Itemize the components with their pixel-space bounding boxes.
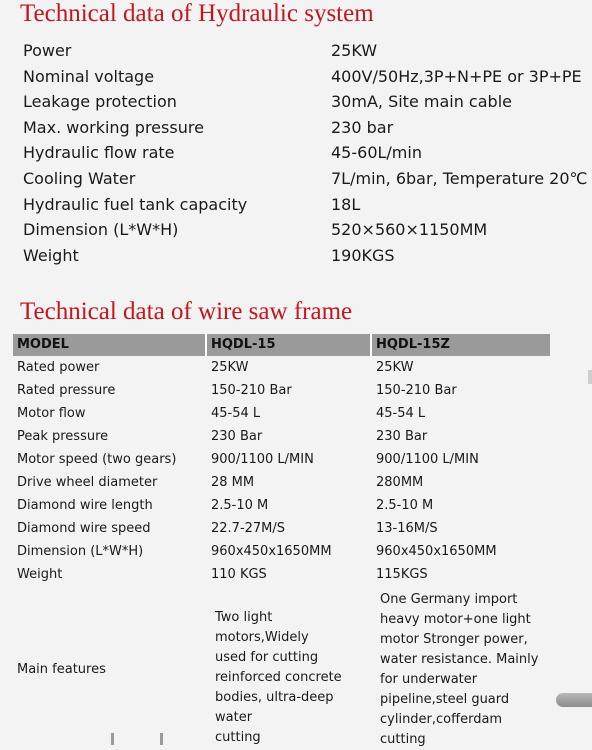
cell-hqdl-15: 150-210 Bar bbox=[211, 383, 292, 398]
spec-value: 18L bbox=[331, 194, 361, 214]
table-row bbox=[13, 402, 550, 425]
spec-value: 190KGS bbox=[331, 245, 395, 265]
spec-value: 230 bar bbox=[331, 117, 394, 137]
cell-hqdl-15: 45-54 L bbox=[211, 406, 261, 421]
feature-line: used for cutting bbox=[215, 650, 319, 665]
cell-hqdl-15z: 900/1100 L/MIN bbox=[376, 452, 479, 467]
spec-label: Max. working pressure bbox=[23, 117, 204, 137]
feature-line: for underwater bbox=[380, 672, 478, 687]
machine-pin-image bbox=[111, 733, 114, 745]
spec-value: 25KW bbox=[331, 41, 378, 60]
feature-line: reinforced concrete bbox=[215, 670, 342, 685]
row-label: Rated pressure bbox=[17, 383, 116, 398]
cell-hqdl-15: 230 Bar bbox=[211, 429, 263, 444]
spec-row-voltage bbox=[23, 64, 592, 90]
feature-line: cylinder,cofferdam cutting bbox=[380, 712, 503, 747]
row-label: Rated power bbox=[17, 360, 100, 375]
feature-line: water resistance. Mainly bbox=[380, 652, 539, 667]
row-label: Diamond wire length bbox=[17, 498, 153, 513]
feature-line: Two light motors,Widely bbox=[215, 610, 309, 645]
spec-row-cooling bbox=[23, 166, 592, 192]
spec-label: Leakage protection bbox=[23, 92, 177, 112]
table-row bbox=[13, 379, 550, 402]
table-row bbox=[13, 425, 550, 448]
spec-row-dimension bbox=[23, 217, 592, 243]
cell-hqdl-15z: 45-54 L bbox=[376, 406, 426, 421]
table-row bbox=[13, 517, 550, 540]
header-hqdl-15: HQDL-15 bbox=[207, 334, 372, 356]
row-label: Drive wheel diameter bbox=[17, 475, 158, 490]
cell-hqdl-15: 25KW bbox=[211, 360, 249, 375]
cell-hqdl-15z: 150-210 Bar bbox=[376, 383, 457, 398]
header-model: MODEL bbox=[13, 334, 207, 356]
row-label: Motor speed (two gears) bbox=[17, 452, 177, 467]
features-hqdl-15 bbox=[207, 590, 372, 750]
feature-line: One Germany import bbox=[380, 592, 518, 607]
cell-hqdl-15z: 25KW bbox=[376, 360, 414, 375]
main-features-row bbox=[13, 590, 550, 750]
row-label: Weight bbox=[17, 567, 63, 582]
cell-hqdl-15: 22.7-27M/S bbox=[211, 521, 286, 536]
cell-hqdl-15: 960x450x1650MM bbox=[211, 544, 332, 559]
feature-line: cutting bbox=[215, 730, 261, 745]
row-label: Dimension (L*W*H) bbox=[17, 544, 144, 559]
spec-row-power bbox=[23, 38, 592, 64]
table-row bbox=[13, 356, 550, 379]
spec-label: Power bbox=[23, 41, 72, 60]
cell-hqdl-15: 900/1100 L/MIN bbox=[211, 452, 314, 467]
machine-edge-image bbox=[588, 370, 592, 384]
hydraulic-spec-list bbox=[23, 38, 592, 268]
machine-pin-image bbox=[160, 733, 163, 745]
spec-value: 7L/min, 6bar, Temperature 20℃ bbox=[331, 168, 588, 188]
feature-line: heavy motor+one light bbox=[380, 612, 531, 627]
hydraulic-section-title: Technical data of Hydraulic system bbox=[20, 0, 374, 27]
feature-line: motor Stronger power, bbox=[380, 632, 528, 647]
cell-hqdl-15: 2.5-10 M bbox=[211, 498, 269, 513]
table-row bbox=[13, 494, 550, 517]
row-label: Peak pressure bbox=[17, 429, 109, 444]
row-label: Motor flow bbox=[17, 406, 86, 421]
features-hqdl-15z bbox=[372, 590, 550, 750]
spec-row-pressure bbox=[23, 115, 592, 141]
spec-label: Weight bbox=[23, 245, 79, 265]
cell-hqdl-15z: 280MM bbox=[376, 475, 424, 490]
feature-line: bodies, ultra-deep water bbox=[215, 690, 334, 725]
spec-value: 30mA, Site main cable bbox=[331, 92, 512, 112]
spec-value: 520×560×1150MM bbox=[331, 220, 488, 240]
spec-label: Dimension (L*W*H) bbox=[23, 220, 179, 240]
spec-row-weight bbox=[23, 243, 592, 269]
table-row bbox=[13, 540, 550, 563]
spec-row-leakage bbox=[23, 89, 592, 115]
cell-hqdl-15: 110 KGS bbox=[211, 567, 267, 582]
spec-value: 400V/50Hz,3P+N+PE or 3P+PE bbox=[331, 66, 582, 86]
spec-row-tank bbox=[23, 192, 592, 218]
row-label: Diamond wire speed bbox=[17, 521, 151, 536]
spec-row-flow bbox=[23, 140, 592, 166]
table-row bbox=[13, 448, 550, 471]
table-header-row bbox=[13, 334, 550, 356]
cell-hqdl-15z: 13-16M/S bbox=[376, 521, 438, 536]
wiresaw-section-title: Technical data of wire saw frame bbox=[20, 298, 353, 325]
spec-label: Nominal voltage bbox=[23, 66, 155, 86]
cell-hqdl-15: 28 MM bbox=[211, 475, 255, 490]
spec-label: Hydraulic fuel tank capacity bbox=[23, 194, 248, 214]
spec-label: Hydraulic flow rate bbox=[23, 143, 175, 163]
table-row bbox=[13, 471, 550, 494]
cell-hqdl-15z: 115KGS bbox=[376, 567, 428, 582]
cell-hqdl-15z: 2.5-10 M bbox=[376, 498, 434, 513]
main-features-label: Main features bbox=[17, 662, 106, 677]
machine-handle-image bbox=[556, 693, 592, 707]
spec-label: Cooling Water bbox=[23, 168, 136, 188]
table-row bbox=[13, 563, 550, 586]
cell-hqdl-15z: 230 Bar bbox=[376, 429, 428, 444]
wiresaw-spec-table bbox=[13, 334, 550, 750]
header-hqdl-15z: HQDL-15Z bbox=[372, 334, 550, 356]
cell-hqdl-15z: 960x450x1650MM bbox=[376, 544, 497, 559]
feature-line: pipeline,steel guard bbox=[380, 692, 510, 707]
spec-value: 45-60L/min bbox=[331, 143, 422, 163]
